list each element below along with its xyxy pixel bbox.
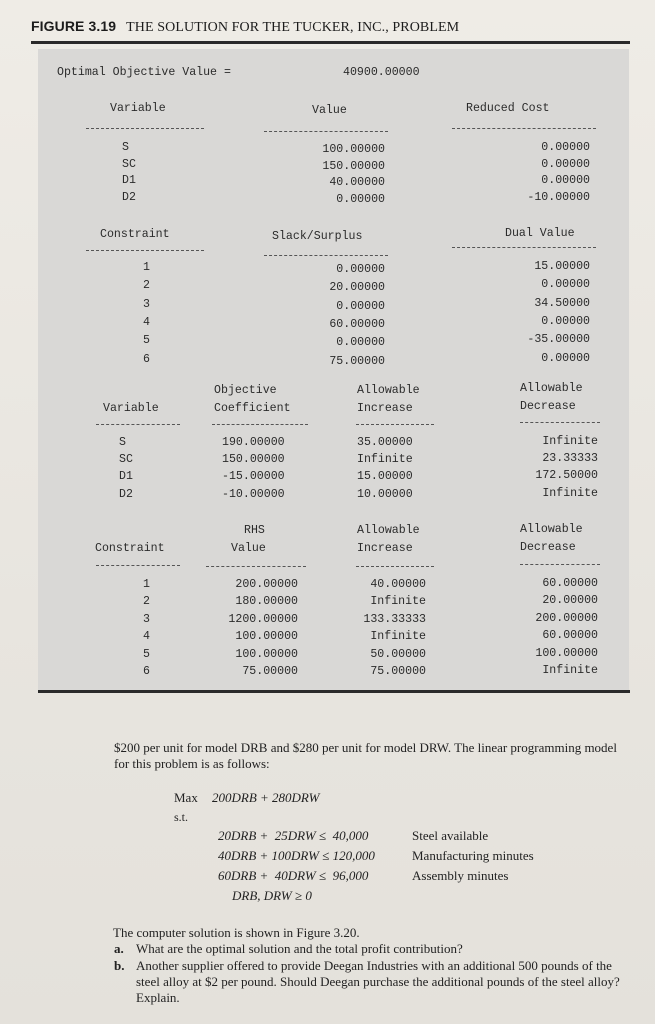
allowable-decrease: 20.00000 — [542, 594, 598, 607]
dual-value: 0.00000 — [541, 315, 590, 328]
dual-value: -35.00000 — [527, 333, 590, 346]
dash-rule — [206, 566, 306, 567]
allowable-increase: 15.00000 — [357, 470, 413, 483]
allowable-increase: 35.00000 — [357, 436, 413, 449]
constraint-id: 3 — [143, 298, 150, 311]
dash-rule — [452, 247, 596, 248]
rhs-value: 1200.00000 — [228, 613, 298, 626]
allowable-decrease: 23.33333 — [542, 452, 598, 465]
allowable-decrease: 100.00000 — [535, 647, 598, 660]
header-allowable-decrease-line2: Decrease — [520, 400, 576, 413]
allowable-decrease: 60.00000 — [542, 577, 598, 590]
question-text: What are the optimal solution and the total profit contribution? — [136, 941, 463, 956]
slack-value: 0.00000 — [336, 263, 385, 276]
allowable-increase: Infinite — [370, 595, 426, 608]
constraint-expression: 60DRB + 40DRW ≤ 96,000 — [218, 868, 369, 883]
question-letter: b. — [114, 958, 125, 973]
allowable-decrease: Infinite — [542, 435, 598, 448]
header-variable: Variable — [110, 102, 166, 115]
variable-value: 0.00000 — [336, 193, 385, 206]
header-slack-surplus: Slack/Surplus — [272, 230, 363, 243]
allowable-decrease: Infinite — [542, 664, 598, 677]
constraint-id: 2 — [143, 595, 150, 608]
allowable-decrease: 60.00000 — [542, 629, 598, 642]
constraint-description: Manufacturing minutes — [412, 848, 534, 863]
figure-title — [31, 18, 459, 36]
dash-rule — [86, 128, 204, 129]
bottom-rule — [38, 690, 630, 693]
rhs-value: 100.00000 — [235, 630, 298, 643]
variable-value: 150.00000 — [322, 160, 385, 173]
rhs-value: 200.00000 — [235, 578, 298, 591]
header-constraint: Constraint — [95, 542, 165, 555]
allowable-decrease: 200.00000 — [535, 612, 598, 625]
dash-rule — [520, 422, 600, 423]
header-allowable-decrease-line2: Decrease — [520, 541, 576, 554]
header-allowable-increase-line1: Allowable — [357, 524, 420, 537]
constraint-description: Steel available — [412, 828, 489, 843]
header-allowable-increase-line1: Allowable — [357, 384, 420, 397]
constraint-expression: 20DRB + 25DRW ≤ 40,000 — [218, 828, 369, 843]
constraint-id: 4 — [143, 630, 150, 643]
dash-rule — [520, 564, 600, 565]
allowable-increase: 50.00000 — [370, 648, 426, 661]
dash-rule — [356, 424, 434, 425]
constraint-id: 1 — [143, 578, 150, 591]
variable-value: 40.00000 — [329, 176, 385, 189]
constraint-expression: 40DRB + 100DRW ≤ 120,000 — [218, 848, 375, 863]
header-allowable-decrease-line1: Allowable — [520, 523, 583, 536]
question-letter: a. — [114, 941, 124, 956]
variable-name: D2 — [119, 488, 133, 501]
variable-name: D1 — [119, 470, 133, 483]
constraint-description: Assembly minutes — [412, 868, 509, 883]
variable-name: S — [122, 141, 129, 154]
allowable-increase: Infinite — [370, 630, 426, 643]
st-label: s.t. — [174, 810, 189, 824]
objective-coefficient: 190.00000 — [222, 436, 285, 449]
allowable-decrease: Infinite — [542, 487, 598, 500]
reduced-cost: 0.00000 — [541, 174, 590, 187]
slack-value: 20.00000 — [329, 281, 385, 294]
constraint-id: 5 — [143, 334, 150, 347]
reduced-cost: -10.00000 — [527, 191, 590, 204]
reduced-cost: 0.00000 — [541, 158, 590, 171]
variable-name: D1 — [122, 174, 136, 187]
dual-value: 15.00000 — [534, 260, 590, 273]
dual-value: 34.50000 — [534, 297, 590, 310]
header-coef-line1: Objective — [214, 384, 277, 397]
allowable-increase: Infinite — [357, 453, 413, 466]
constraint-id: 5 — [143, 648, 150, 661]
dash-rule — [96, 424, 180, 425]
reduced-cost: 0.00000 — [541, 141, 590, 154]
dual-value: 0.00000 — [541, 278, 590, 291]
header-rhs-line1: RHS — [244, 524, 265, 537]
variable-value: 100.00000 — [322, 143, 385, 156]
constraint-expression: DRB, DRW ≥ 0 — [232, 888, 312, 903]
dual-value: 0.00000 — [541, 352, 590, 365]
header-dual-value: Dual Value — [505, 227, 575, 240]
constraint-id: 4 — [143, 316, 150, 329]
dash-rule — [452, 128, 596, 129]
header-allowable-decrease-line1: Allowable — [520, 382, 583, 395]
variable-name: S — [119, 436, 126, 449]
objective-function — [212, 790, 319, 806]
constraint-id: 2 — [143, 279, 150, 292]
allowable-increase: 75.00000 — [370, 665, 426, 678]
allowable-increase: 10.00000 — [357, 488, 413, 501]
constraint-id: 6 — [143, 353, 150, 366]
header-reduced-cost: Reduced Cost — [466, 102, 550, 115]
rhs-value: 180.00000 — [235, 595, 298, 608]
problem-intro: $200 per unit for model DRB and $280 per unit for model DRW. The linear programming model for this problem is as follows: — [114, 740, 617, 771]
dash-rule — [86, 250, 204, 251]
objective-coefficient: 150.00000 — [222, 453, 285, 466]
dash-rule — [356, 566, 434, 567]
dash-rule — [264, 255, 388, 256]
slack-value: 60.00000 — [329, 318, 385, 331]
variable-name: SC — [119, 453, 133, 466]
header-constraint: Constraint — [100, 228, 170, 241]
question-text: Another supplier offered to provide Deegan Industries with an additional 500 pounds of the steel alloy at $2 per pound. Should Deegan purchase the additional pounds of the steel alloy? Explain. — [136, 958, 620, 1005]
header-value: Value — [312, 104, 347, 117]
constraint-id: 6 — [143, 665, 150, 678]
slack-value: 0.00000 — [336, 336, 385, 349]
header-variable: Variable — [103, 402, 159, 415]
allowable-increase: 40.00000 — [370, 578, 426, 591]
objective-label: Optimal Objective Value = — [57, 66, 231, 79]
top-rule — [31, 41, 630, 44]
header-allowable-increase-line2: Increase — [357, 542, 413, 555]
constraint-id: 3 — [143, 613, 150, 626]
max-label: Max — [174, 790, 198, 805]
dash-rule — [96, 565, 180, 566]
slack-value: 75.00000 — [329, 355, 385, 368]
figure-caption: THE SOLUTION FOR THE TUCKER, INC., PROBLEM — [126, 20, 460, 35]
variable-name: SC — [122, 158, 136, 171]
rhs-value: 100.00000 — [235, 648, 298, 661]
rhs-value: 75.00000 — [242, 665, 298, 678]
header-coef-line2: Coefficient — [214, 402, 291, 415]
header-rhs-line2: Value — [231, 542, 266, 555]
objective-value: 40900.00000 — [343, 66, 420, 79]
variable-name: D2 — [122, 191, 136, 204]
solution-note: The computer solution is shown in Figure 3.20. — [113, 925, 360, 940]
objective-expression: 200DRB + 280DRW — [212, 790, 320, 805]
objective-coefficient: -10.00000 — [222, 488, 285, 501]
objective-coefficient: -15.00000 — [222, 470, 285, 483]
constraint-id: 1 — [143, 261, 150, 274]
allowable-decrease: 172.50000 — [535, 469, 598, 482]
header-allowable-increase-line2: Increase — [357, 402, 413, 415]
figure-label: FIGURE 3.19 — [31, 18, 117, 34]
dash-rule — [212, 424, 308, 425]
allowable-increase: 133.33333 — [363, 613, 426, 626]
dash-rule — [264, 131, 388, 132]
slack-value: 0.00000 — [336, 300, 385, 313]
